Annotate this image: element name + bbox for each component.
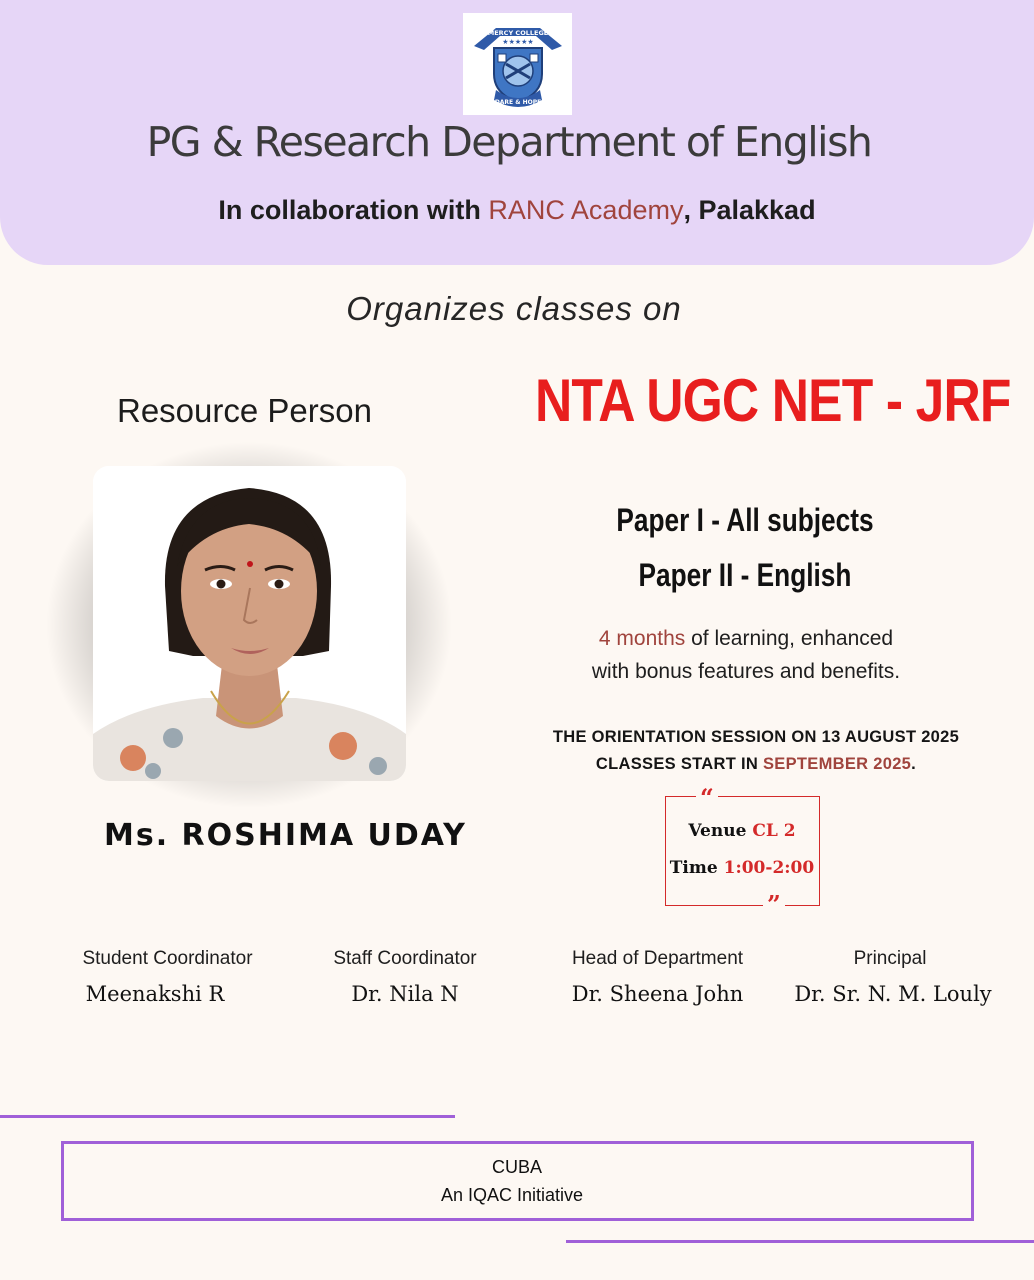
coordinator-name: Meenakshi R: [85, 982, 225, 1006]
venue-box: [665, 783, 820, 919]
schedule-info: [490, 724, 1022, 778]
paper-two-line: Paper II - English: [638, 557, 852, 593]
classes-suffix: .: [911, 755, 917, 773]
resource-person-photo: [93, 466, 406, 781]
time-label: Time: [669, 858, 718, 878]
collaboration-line: [0, 195, 1034, 226]
coordinator-name: Dr. Sr. N. M. Louly: [794, 982, 992, 1006]
decorative-divider: [566, 1240, 1034, 1243]
collab-suffix: , Palakkad: [683, 195, 816, 225]
venue-label: Venue: [688, 821, 747, 841]
footer-box: [61, 1141, 974, 1221]
logo-motto-text: DARE & HOPE: [494, 99, 541, 106]
resource-person-heading: Resource Person: [117, 392, 372, 429]
footer-title: CUBA: [491, 1157, 542, 1177]
learning-description: [490, 622, 1002, 688]
footer-subtitle: An IQAC Initiative: [440, 1185, 584, 1205]
venue-line: [666, 821, 818, 841]
coordinator-role: Student Coordinator: [82, 948, 253, 969]
time-line: [666, 858, 818, 878]
coordinator-role: Staff Coordinator: [333, 948, 477, 969]
department-title: PG & Research Department of English: [146, 118, 872, 166]
logo-top-text: MERCY COLLEGE: [487, 29, 548, 37]
classes-month: SEPTEMBER 2025: [762, 755, 912, 773]
time-value: 1:00-2:00: [723, 858, 815, 878]
classes-prefix: CLASSES START IN: [595, 755, 763, 773]
orientation-line: THE ORIENTATION SESSION ON 13 AUGUST 2025: [552, 728, 960, 746]
collab-prefix: In collaboration with: [218, 195, 489, 225]
coordinator-role: Head of Department: [571, 948, 744, 969]
learning-line-two: with bonus features and benefits.: [591, 660, 901, 683]
coordinator-name: Dr. Nila N: [351, 982, 459, 1006]
coordinator-name: Dr. Sheena John: [571, 982, 744, 1006]
academy-name: RANC Academy: [488, 195, 684, 225]
college-crest-icon: [463, 13, 572, 115]
coordinator-role: Principal: [853, 948, 927, 969]
paper-one-line: Paper I - All subjects: [616, 502, 874, 538]
open-quote-icon: “: [696, 788, 718, 808]
exam-title: NTA UGC NET - JRF: [535, 367, 1011, 434]
close-quote-icon: ”: [763, 895, 785, 915]
venue-value: CL 2: [752, 821, 796, 841]
learning-rest: of learning, enhanced: [685, 627, 894, 650]
svg-text:★★★★★: ★★★★★: [501, 39, 534, 46]
decorative-divider: [0, 1115, 455, 1118]
duration-highlight: 4 months: [598, 627, 686, 650]
resource-person-name: Ms. ROSHIMA UDAY: [104, 818, 467, 853]
organizes-heading: Organizes classes on: [346, 290, 682, 327]
